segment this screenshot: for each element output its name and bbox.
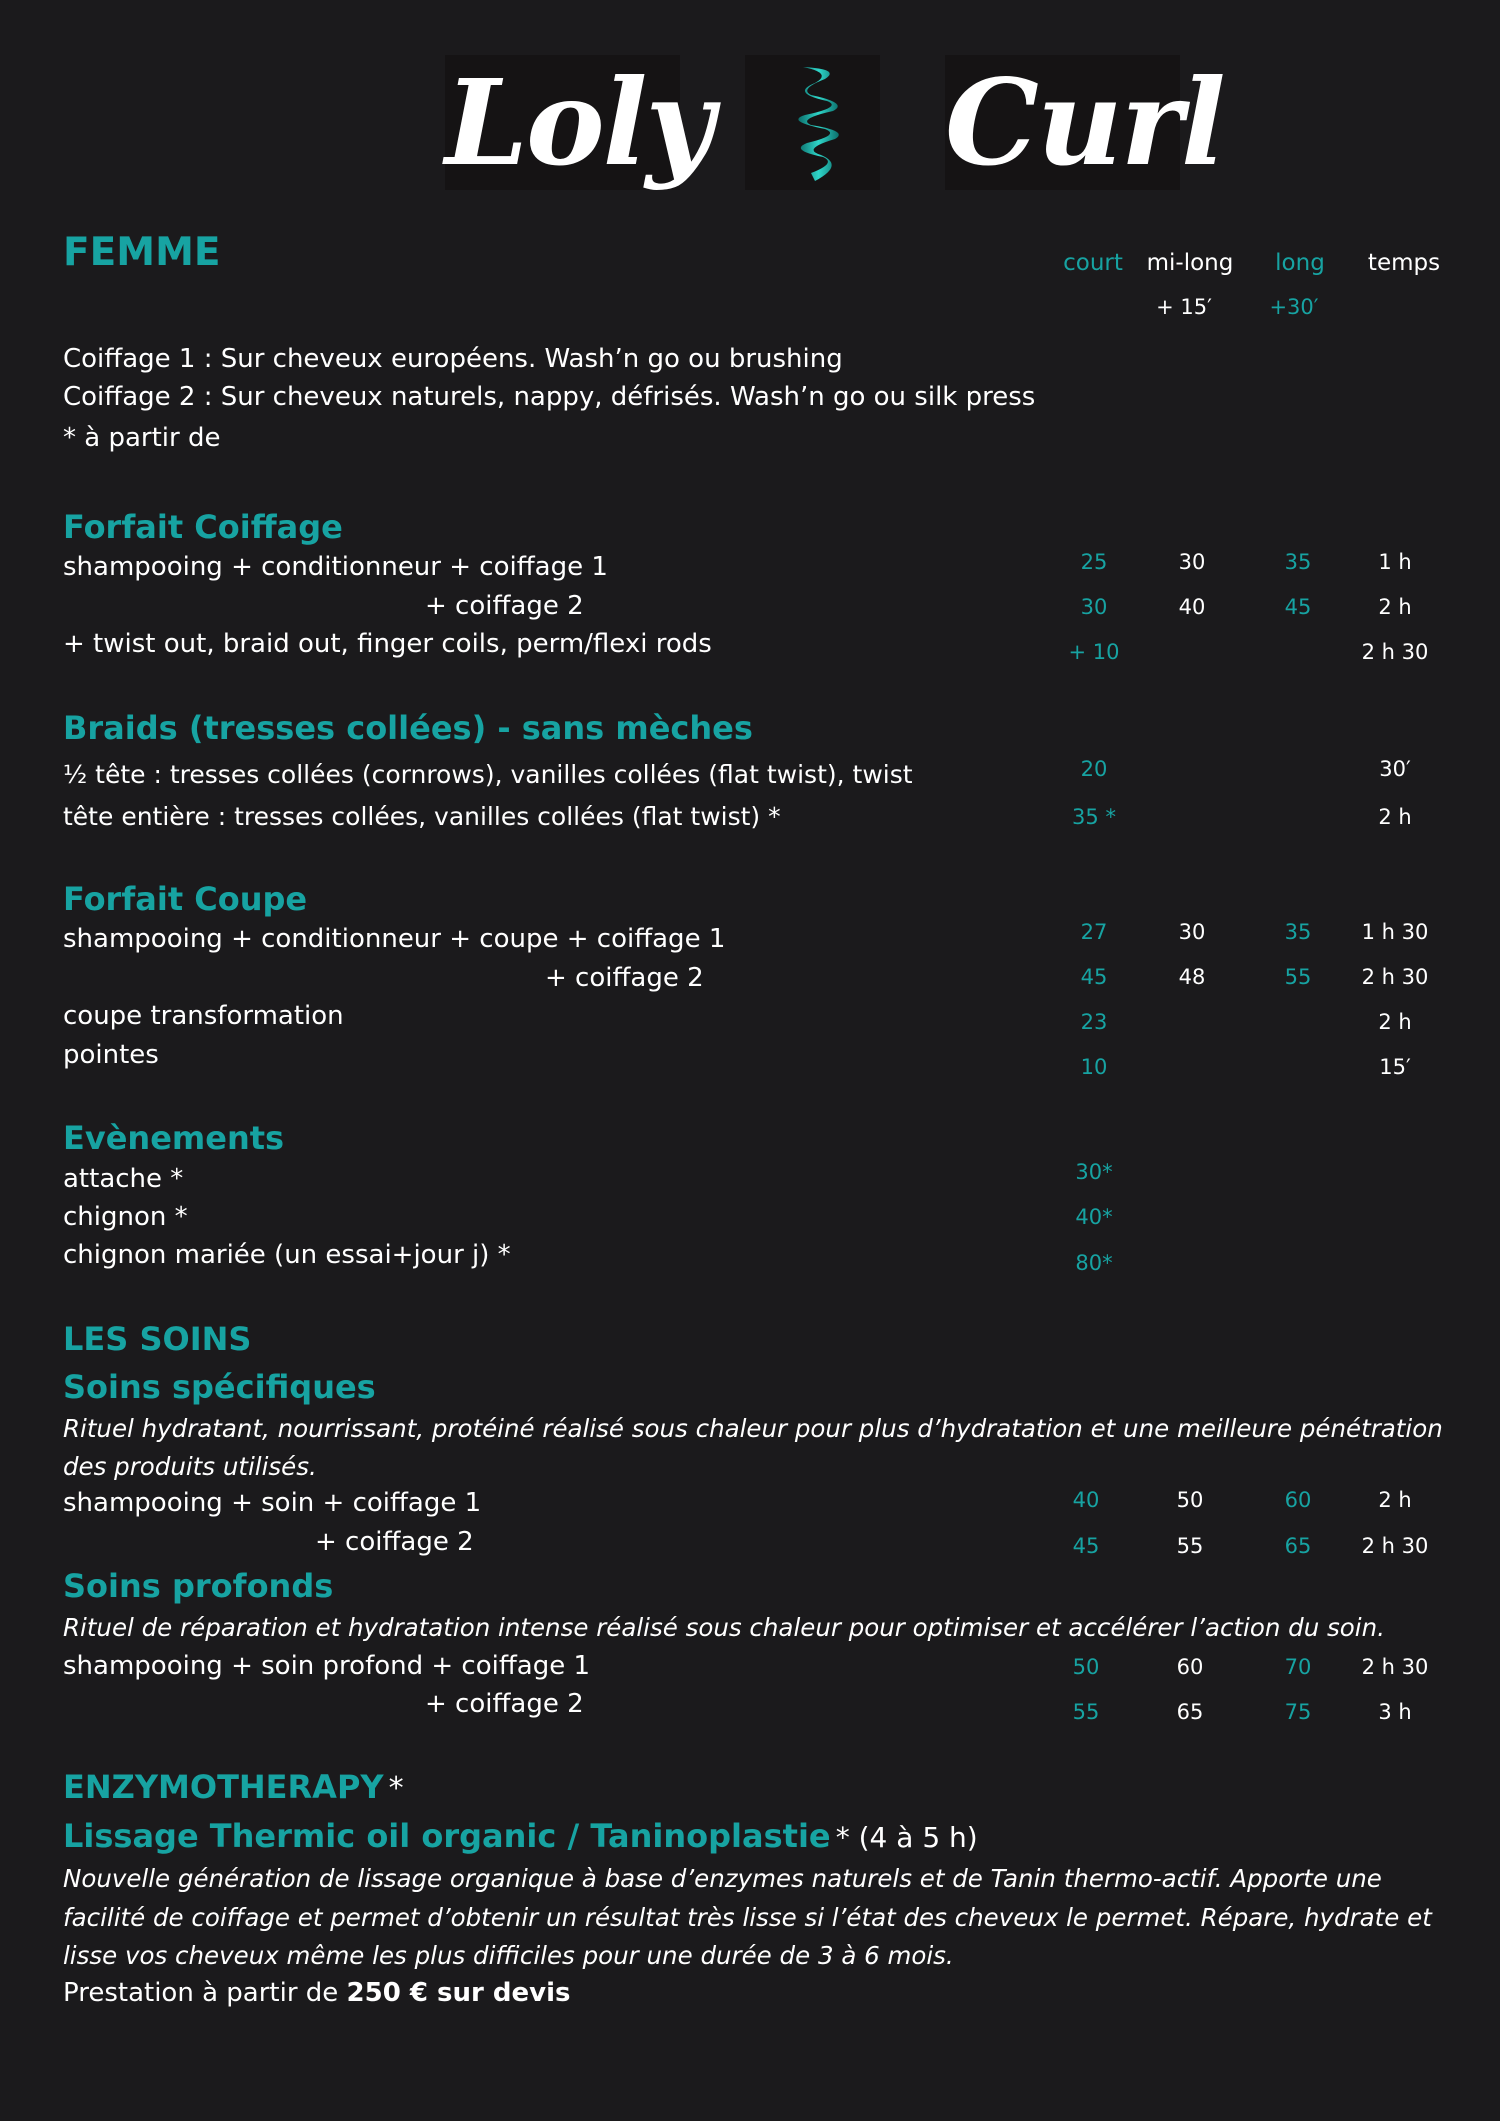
prestation-price-amount: 250 € sur devis xyxy=(346,1978,571,2008)
price-court: 20 xyxy=(1080,757,1108,781)
note-a-partir-de: * à partir de xyxy=(63,423,221,453)
price-court: 40 xyxy=(1072,1488,1100,1512)
section-title-forfait-coupe: Forfait Coupe xyxy=(63,880,308,918)
section-title-evenements: Evènements xyxy=(63,1119,285,1157)
duration: 3 h xyxy=(1378,1700,1412,1724)
service-label: tête entière : tresses collées, vanilles collées (flat twist) * xyxy=(63,802,781,831)
column-extra-mi-long: + 15′ xyxy=(1156,295,1212,319)
price-court: 40* xyxy=(1075,1205,1113,1229)
price-mi-long: 30 xyxy=(1178,550,1206,574)
column-header-long: long xyxy=(1275,250,1325,276)
price-court: 45 xyxy=(1072,1534,1100,1558)
duration: 30′ xyxy=(1379,757,1411,781)
curl-ribbon-icon xyxy=(745,55,880,190)
duration: 1 h 30 xyxy=(1361,920,1429,944)
section-title-braids: Braids (tresses collées) - sans mèches xyxy=(63,709,753,747)
price-long: 65 xyxy=(1284,1534,1312,1558)
duration: 2 h 30 xyxy=(1361,1534,1429,1558)
duration: 2 h xyxy=(1378,1488,1412,1512)
prestation-price-line xyxy=(63,1978,570,2008)
section-title-enzymotherapy: ENZYMOTHERAPY xyxy=(63,1768,384,1806)
duration: 2 h 30 xyxy=(1361,1655,1429,1679)
service-label: pointes xyxy=(63,1040,159,1070)
price-court: 55 xyxy=(1072,1700,1100,1724)
price-long: 55 xyxy=(1284,965,1312,989)
price-mi-long: 60 xyxy=(1176,1655,1204,1679)
note-coiffage-2: Coiffage 2 : Sur cheveux naturels, nappy, défrisés. Wash’n go ou silk press xyxy=(63,382,1036,412)
service-label: + coiffage 2 xyxy=(425,591,584,621)
lissage-duration: * (4 à 5 h) xyxy=(835,1821,978,1854)
logo-word-curl: Curl xyxy=(945,53,1224,192)
price-mi-long: 50 xyxy=(1176,1488,1204,1512)
price-court: 80* xyxy=(1075,1251,1113,1275)
price-long: 45 xyxy=(1284,595,1312,619)
price-long: 60 xyxy=(1284,1488,1312,1512)
price-long: 35 xyxy=(1284,550,1312,574)
service-label: ½ tête : tresses collées (cornrows), vanilles collées (flat twist), twist xyxy=(63,760,913,789)
section-title-enzymotherapy-line xyxy=(63,1768,404,1806)
prestation-price-prefix: Prestation à partir de xyxy=(63,1978,347,2008)
column-header-temps: temps xyxy=(1367,250,1441,276)
price-long: 70 xyxy=(1284,1655,1312,1679)
service-label: chignon * xyxy=(63,1202,188,1232)
duration: 2 h 30 xyxy=(1361,640,1429,664)
duration: 2 h xyxy=(1378,595,1412,619)
section-title-les-soins: LES SOINS xyxy=(63,1320,252,1358)
price-long: 35 xyxy=(1284,920,1312,944)
price-court: 45 xyxy=(1080,965,1108,989)
service-label: + coiffage 2 xyxy=(315,1527,474,1557)
service-label: attache * xyxy=(63,1164,184,1194)
service-label: shampooing + soin profond + coiffage 1 xyxy=(63,1651,591,1681)
column-header-court: court xyxy=(1063,250,1123,276)
lissage-description-2: facilité de coiffage et permet d’obtenir un résultat très lisse si l’état des cheveux le permet. Répare, hydrate et xyxy=(63,1903,1432,1932)
duration: 2 h xyxy=(1378,805,1412,829)
service-label: shampooing + conditionneur + coupe + coiffage 1 xyxy=(63,924,726,954)
service-label: chignon mariée (un essai+jour j) * xyxy=(63,1240,511,1270)
section-title-femme: FEMME xyxy=(63,230,221,275)
duration: 2 h xyxy=(1378,1010,1412,1034)
price-mi-long: 48 xyxy=(1178,965,1206,989)
service-label: + coiffage 2 xyxy=(545,963,704,993)
service-label: + coiffage 2 xyxy=(425,1689,584,1719)
price-mi-long: 55 xyxy=(1176,1534,1204,1558)
price-court: 35 * xyxy=(1072,805,1116,829)
price-court: 25 xyxy=(1080,550,1108,574)
column-extra-long: +30′ xyxy=(1269,295,1319,319)
duration: 15′ xyxy=(1379,1055,1411,1079)
lissage-title-line xyxy=(63,1817,978,1855)
enzymotherapy-asterisk: * xyxy=(388,1771,404,1806)
price-court: 10 xyxy=(1080,1055,1108,1079)
price-court: 23 xyxy=(1080,1010,1108,1034)
price-mi-long: 40 xyxy=(1178,595,1206,619)
logo-word-loly: Loly xyxy=(445,53,713,192)
price-mi-long: 30 xyxy=(1178,920,1206,944)
price-court: 50 xyxy=(1072,1655,1100,1679)
section-title-soins-specifiques: Soins spécifiques xyxy=(63,1368,376,1406)
section-title-lissage: Lissage Thermic oil organic / Taninoplastie xyxy=(63,1817,831,1855)
price-mi-long: 65 xyxy=(1176,1700,1204,1724)
lissage-description-3: lisse vos cheveux même les plus difficiles pour une durée de 3 à 6 mois. xyxy=(63,1941,954,1970)
service-label: shampooing + soin + coiffage 1 xyxy=(63,1488,482,1518)
duration: 1 h xyxy=(1378,550,1412,574)
duration: 2 h 30 xyxy=(1361,965,1429,989)
column-header-mi-long: mi-long xyxy=(1146,250,1234,276)
price-court: + 10 xyxy=(1068,640,1120,664)
section-title-soins-profonds: Soins profonds xyxy=(63,1567,334,1605)
service-label: shampooing + conditionneur + coiffage 1 xyxy=(63,552,608,582)
service-label: + twist out, braid out, finger coils, perm/flexi rods xyxy=(63,629,712,659)
price-long: 75 xyxy=(1284,1700,1312,1724)
price-court: 30* xyxy=(1075,1160,1113,1184)
soins-profonds-description: Rituel de réparation et hydratation intense réalisé sous chaleur pour optimiser et accélérer l’action du soin. xyxy=(63,1613,1385,1642)
price-court: 27 xyxy=(1080,920,1108,944)
service-label: coupe transformation xyxy=(63,1001,344,1031)
section-title-forfait-coiffage: Forfait Coiffage xyxy=(63,508,343,546)
note-coiffage-1: Coiffage 1 : Sur cheveux européens. Wash’n go ou brushing xyxy=(63,344,843,374)
price-court: 30 xyxy=(1080,595,1108,619)
soins-specifiques-description-cont: des produits utilisés. xyxy=(63,1452,317,1481)
lissage-description-1: Nouvelle génération de lissage organique à base d’enzymes naturels et de Tanin thermo-actif. Apporte une xyxy=(63,1864,1382,1893)
soins-specifiques-description: Rituel hydratant, nourrissant, protéiné réalisé sous chaleur pour plus d’hydratation et une meilleure pénétration xyxy=(63,1414,1443,1443)
